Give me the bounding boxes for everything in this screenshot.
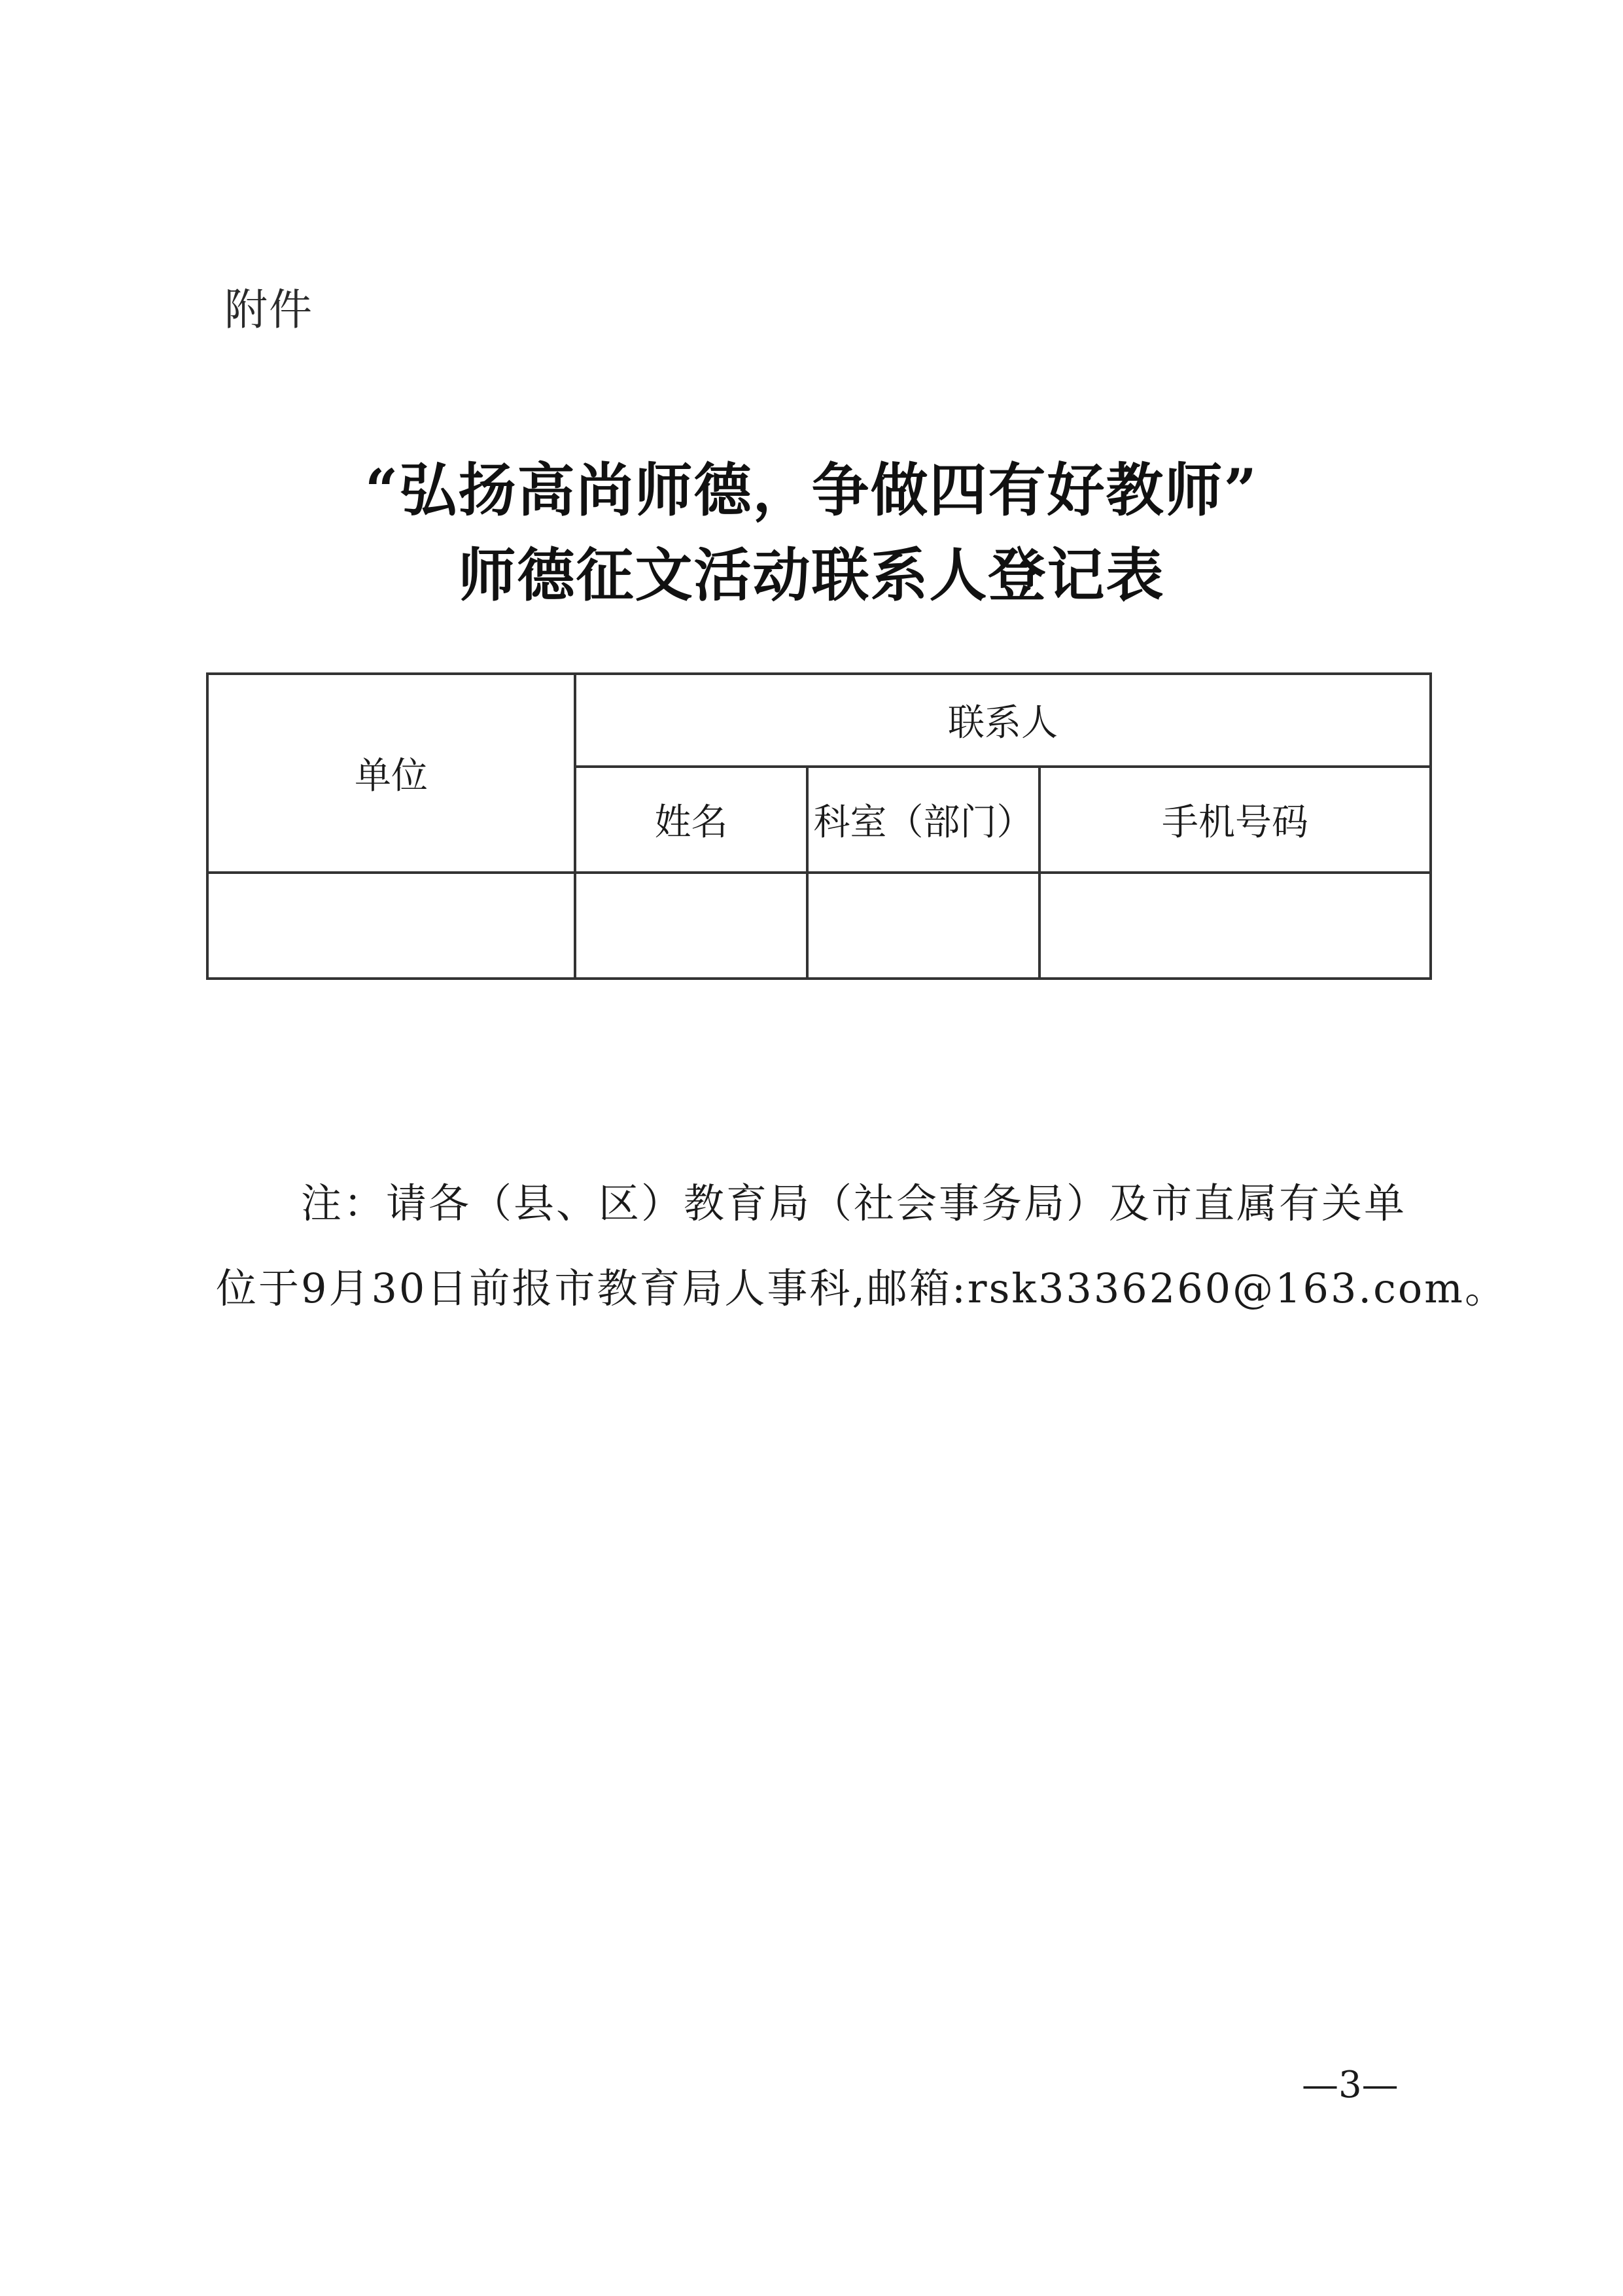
note-line-1: 注：请各（县、区）教育局（社会事务局）及市直属有关单 (301, 1179, 1407, 1227)
name-cell[interactable] (575, 873, 807, 979)
attachment-label: 附件 (224, 285, 313, 335)
department-header-cell: 科室（部门） (807, 767, 1039, 873)
contact-group-header-cell: 联系人 (575, 674, 1431, 767)
unit-cell[interactable] (207, 873, 575, 979)
phone-header-cell: 手机号码 (1039, 767, 1431, 873)
name-header-cell: 姓名 (575, 767, 807, 873)
note-line-2: 位于9月30日前报市教育局人事科,邮箱:rsk3336260@163.com。 (216, 1264, 1507, 1312)
table-header-row (207, 674, 1431, 767)
phone-cell[interactable] (1039, 873, 1431, 979)
unit-header-cell: 单位 (207, 674, 575, 873)
department-cell[interactable] (807, 873, 1039, 979)
page-number: —3— (1302, 2064, 1399, 2106)
document-title-line-1: “弘扬高尚师德，争做四有好教师” (364, 456, 1259, 524)
contact-registration-table (206, 672, 1432, 980)
document-title-line-2: 师德征文活动联系人登记表 (458, 541, 1165, 609)
table-row (207, 873, 1431, 979)
